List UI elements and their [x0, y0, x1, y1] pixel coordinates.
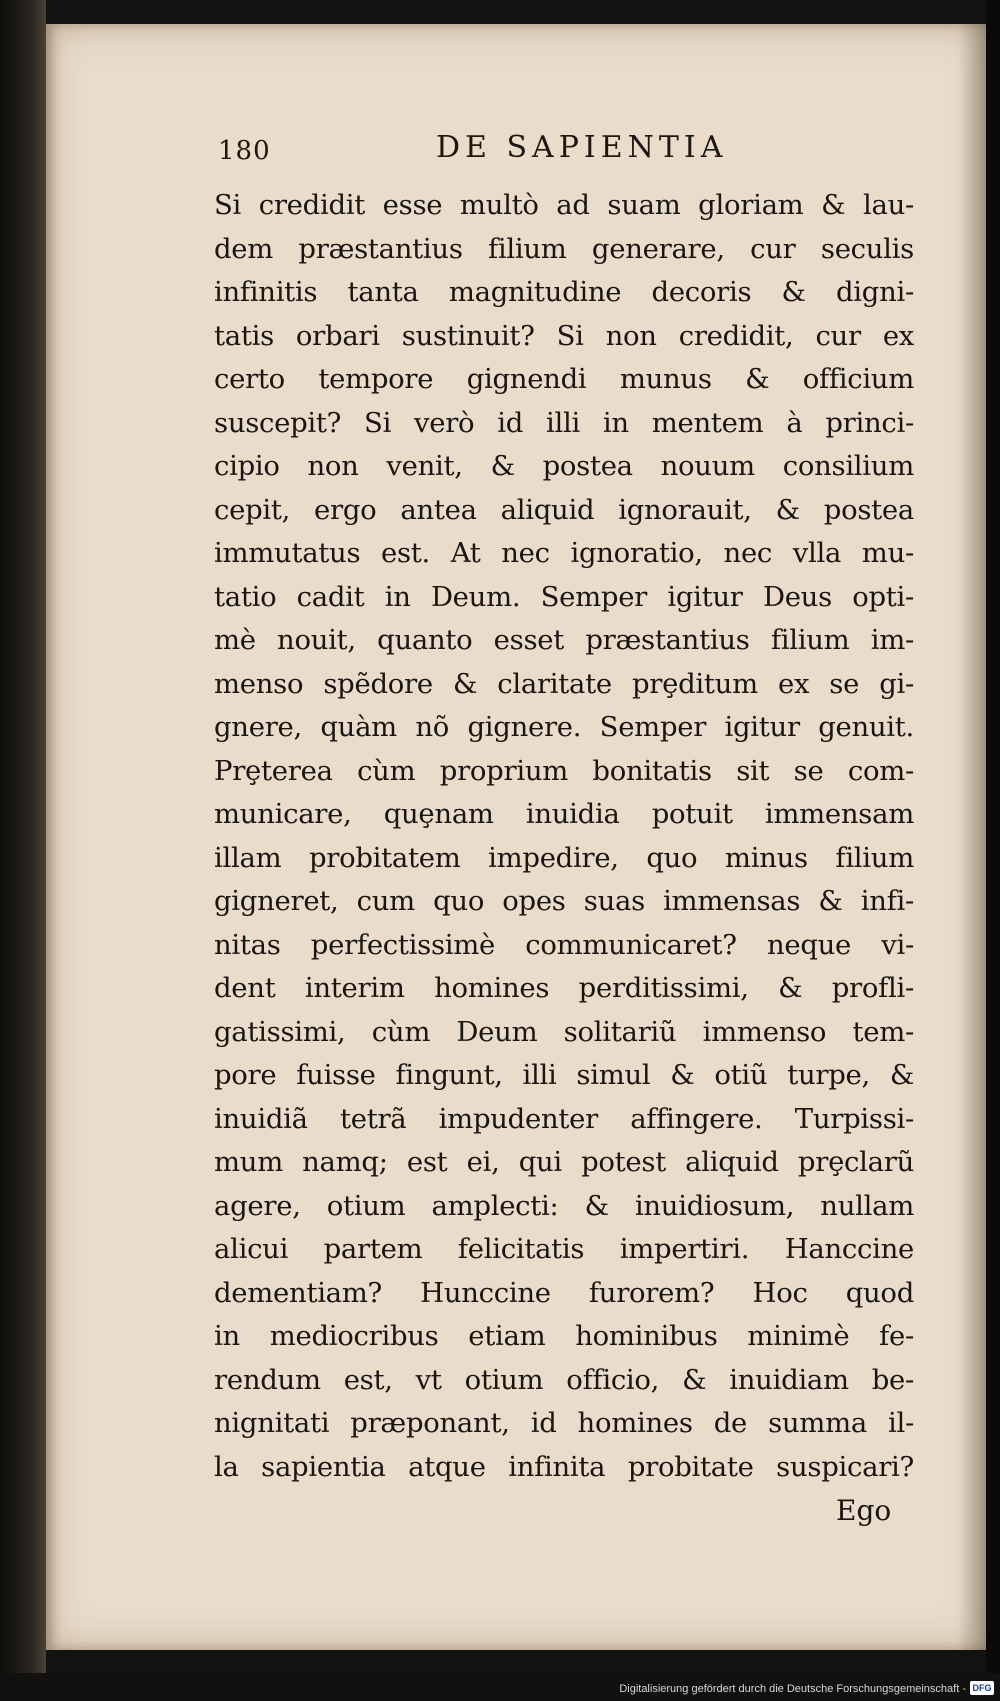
text-line: nignitati præponant, id homines de summa il-	[214, 1407, 914, 1439]
text-line: dent interim homines perditissimi, & profli-	[214, 972, 914, 1004]
text-line: inuidiã tetrã impudenter affingere. Turpissi-	[214, 1102, 914, 1135]
book-page	[46, 24, 986, 1650]
scan-right-border	[986, 0, 1000, 1701]
text-line: Prȩterea cùm proprium bonitatis sit se com-	[214, 754, 914, 787]
text-line: menso spẽdore & claritate prȩditum ex se gi-	[214, 667, 914, 700]
text-line: dem præstantius filium generare, cur seculis	[214, 232, 914, 265]
text-line: suscepit? Si verò id illi in mentem à princi-	[214, 406, 914, 439]
text-line: certo tempore gignendi munus & officium	[214, 363, 914, 395]
text-line: Si credidit esse multò ad suam gloriam & lau-	[214, 189, 914, 221]
text-line: immutatus est. At nec ignoratio, nec vlla mu-	[214, 537, 914, 569]
text-line: pore fuisse fingunt, illi simul & otiũ turpe, &	[214, 1059, 914, 1091]
text-line: illam probitatem impedire, quo minus filium	[214, 841, 914, 874]
page-header	[46, 118, 986, 174]
text-line: gnere, quàm nõ gignere. Semper igitur genuit.	[214, 711, 914, 743]
text-line: rendum est, vt otium officio, & inuidiam be-	[214, 1363, 914, 1396]
text-line: alicui partem felicitatis impertiri. Hanccine	[214, 1233, 914, 1265]
text-line: in mediocribus etiam hominibus minimè fe-	[214, 1320, 914, 1352]
text-line: gatissimi, cùm Deum solitariũ immenso tem-	[214, 1015, 914, 1048]
text-line: tatio cadit in Deum. Semper igitur Deus opti-	[214, 580, 914, 613]
text-line: dementiam? Hunccine furorem? Hoc quod	[214, 1276, 914, 1309]
text-line: mum namq; est ei, qui potest aliquid prȩclarũ	[214, 1146, 914, 1178]
catchword: Ego	[836, 1494, 892, 1527]
text-line: agere, otium amplecti: & inuidiosum, nullam	[214, 1189, 914, 1222]
text-line: nitas perfectissimè communicaret? neque vi-	[214, 928, 914, 961]
text-line: cipio non venit, & postea nouum consilium	[214, 450, 914, 482]
text-line: tatis orbari sustinuit? Si non credidit, cur ex	[214, 319, 914, 352]
page-number: 180	[218, 136, 271, 166]
text-line: cepit, ergo antea aliquid ignorauit, & postea	[214, 493, 914, 526]
running-head: DE SAPIENTIA	[436, 130, 728, 165]
text-line: gigneret, cum quo opes suas immensas & infi-	[214, 885, 914, 917]
footer-bar	[0, 1673, 1000, 1701]
dfg-logo-icon: DFG	[970, 1681, 994, 1695]
body-text	[214, 184, 914, 1489]
text-line: mè nouit, quanto esset præstantius filium im-	[214, 624, 914, 656]
text-line: la sapientia atque infinita probitate suspicari?	[214, 1450, 914, 1483]
text-line: municare, quȩnam inuidia potuit immensam	[214, 798, 914, 830]
book-binding-edge	[0, 0, 46, 1701]
text-line: infinitis tanta magnitudine decoris & digni-	[214, 276, 914, 308]
funding-credit: Digitalisierung gefördert durch die Deutsche Forschungsgemeinschaft -	[619, 1683, 966, 1695]
